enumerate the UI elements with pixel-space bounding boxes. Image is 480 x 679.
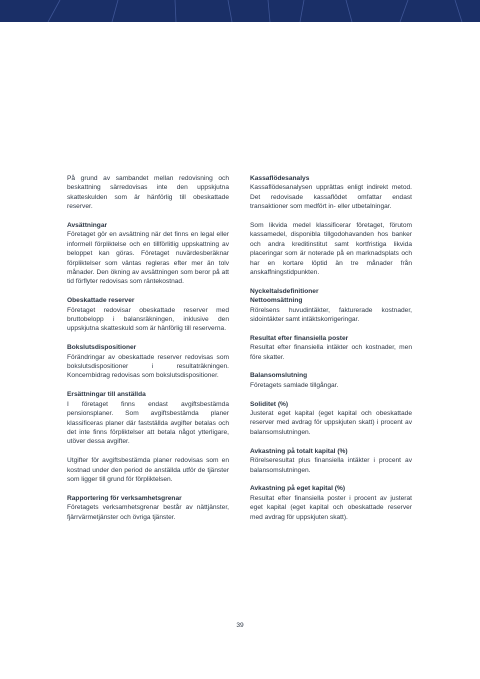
definition-term: Avkastning på eget kapital (%) bbox=[250, 485, 346, 493]
section-verksamhetsgrenar bbox=[67, 494, 229, 522]
definition-text: Justerat eget kapital (eget kapital och obeskattade reserver med avdrag för uppskjuten skatt) i procent av balansomslutningen. bbox=[250, 410, 412, 436]
page-number: 39 bbox=[236, 622, 244, 629]
section-kassaflodesanalys bbox=[250, 174, 412, 277]
definition-item bbox=[250, 400, 412, 438]
section-text: Utgifter för avgiftsbestämda planer redovisas som en kostnad under den period de anställda utför de tjänster som ligger till grund för förpliktelsen. bbox=[67, 457, 229, 483]
definition-term: Resultat efter finansiella poster bbox=[250, 334, 349, 342]
section-ersattningar bbox=[67, 390, 229, 484]
section-text: Som likvida medel klassificerar företaget, förutom kassamedel, disponibla tillgodohavanden hos banker och andra kreditinstitut samt kortfristiga likvida placeringar som är noterade på en marknadsplats och har en kortare löptid än tre månader från anskaffningstidpunkten. bbox=[250, 222, 412, 277]
definition-text: Resultat efter finansiella poster i procent av justerat eget kapital (eget kapital och obeskattade reserver med avdrag för uppskjuten skatt). bbox=[250, 494, 412, 521]
section-heading: Ersättningar till anställda bbox=[67, 391, 146, 399]
definition-text: Resultat efter finansiella intäkter och kostnader, men före skatter. bbox=[250, 344, 412, 361]
section-text: Företagets verksamhetsgrenar består av nättjänster, fjärrvärmetjänster och övriga tjänster. bbox=[67, 504, 229, 521]
right-column bbox=[250, 174, 412, 531]
header-band bbox=[0, 0, 480, 22]
definition-text: Rörelsens huvudintäkter, fakturerade kostnader, sidointäkter samt intäktskorrigeringar. bbox=[250, 306, 412, 324]
definition-item bbox=[250, 334, 412, 362]
section-heading: Rapportering för verksamhetsgrenar bbox=[67, 494, 182, 502]
definition-item bbox=[250, 371, 412, 390]
definition-item bbox=[250, 484, 412, 522]
definition-term: Nettoomsättning bbox=[250, 297, 303, 305]
section-text: Kassaflödesanalysen upprättas enligt indirekt metod. Det redovisade kassaflödet omfattar endast transaktioner som medfört in- eller utbetalningar. bbox=[250, 184, 412, 211]
definition-term: Balansomslutning bbox=[250, 372, 308, 380]
section-bokslutsdispositioner bbox=[67, 343, 229, 381]
section-heading: Kassaflödesanalys bbox=[250, 175, 310, 182]
definition-term: Soliditet (%) bbox=[250, 400, 289, 408]
definition-text: Rörelseresultat plus finansiella intäkter i procent av balansomslutningen. bbox=[250, 457, 412, 474]
section-heading: Obeskattade reserver bbox=[67, 297, 135, 305]
definition-item bbox=[250, 447, 412, 475]
left-column bbox=[67, 174, 229, 531]
section-obeskattade-reserver bbox=[67, 296, 229, 334]
section-text: Företaget gör en avsättning när det finns en legal eller informell förpliktelse och en tillförlitlig uppskattning av beloppet kan göras. Företaget nuvärdesberäknar förpliktelser som väntas regleras efter mer än tolv månader. Den ökning av avsättningen som beror på att tid förflyter redovisas som räntekostnad. bbox=[67, 231, 229, 286]
definition-item bbox=[250, 296, 412, 324]
section-text: I företaget finns endast avgiftsbestämda pensionsplaner. Som avgiftsbestämda planer klassificeras planer där fastställda avgifter betalas och det inte finns förpliktelser att betala något ytterligare, utöver dessa avgifter. bbox=[67, 400, 229, 446]
section-avsattningar bbox=[67, 221, 229, 287]
definition-term: Avkastning på totalt kapital (%) bbox=[250, 447, 348, 455]
intro-paragraph: På grund av sambandet mellan redovisning och beskattning särredovisas inte den uppskjutna skatteskulden som är hänförlig till obeskattade reserver. bbox=[67, 175, 229, 211]
section-text: Företaget redovisar obeskattade reserver med bruttobelopp i balansräkningen, inklusive den uppskjutna skatteskuld som är hänförlig till reserverna. bbox=[67, 306, 229, 333]
section-text: Förändringar av obeskattade reserver redovisas som bokslutsdispositioner i resultaträkningen. Koncernbidrag redovisas som bokslutsdispositioner. bbox=[67, 353, 229, 380]
definition-text: Företagets samlade tillgångar. bbox=[250, 381, 339, 389]
definitions-heading: Nyckeltalsdefinitioner bbox=[250, 287, 319, 295]
section-heading: Bokslutsdispositioner bbox=[67, 344, 137, 352]
section-heading: Avsättningar bbox=[67, 222, 108, 230]
header-pattern bbox=[0, 0, 480, 22]
